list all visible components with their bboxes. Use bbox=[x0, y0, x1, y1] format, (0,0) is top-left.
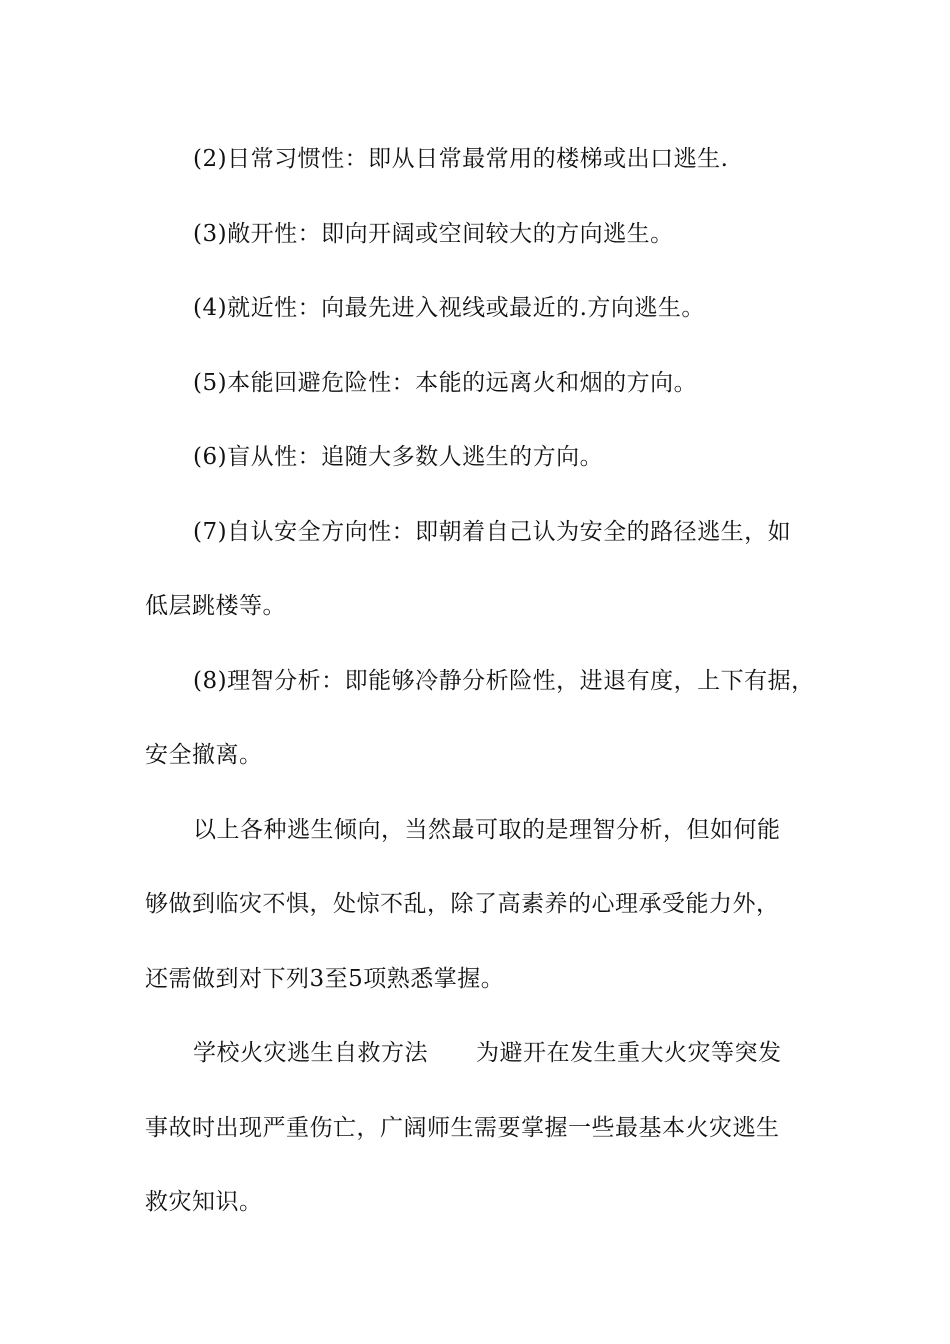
paragraph-line: (3)敞开性：即向开阔或空间较大的方向逃生。 bbox=[193, 220, 674, 247]
paragraph-line: (5)本能回避危险性：本能的远离火和烟的方向。 bbox=[193, 369, 698, 396]
paragraph-escape-openness bbox=[145, 197, 810, 272]
paragraph-line: (6)盲从性：追随大多数人逃生的方向。 bbox=[193, 444, 604, 470]
paragraph-escape-herd bbox=[145, 420, 810, 495]
paragraph-line: 以上各种逃生倾向，当然最可取的是理智分析，但如何能 bbox=[193, 816, 781, 843]
paragraph-line: (2)日常习惯性：即从日常最常用的楼梯或出口逃生. bbox=[193, 146, 729, 172]
document-body bbox=[145, 122, 815, 1240]
paragraph-escape-habit bbox=[145, 122, 810, 197]
paragraph-line: 够做到临灾不惧，处惊不乱，除了高素养的心理承受能力外， bbox=[145, 891, 780, 917]
section-heading: 学校火灾逃生自救方法 bbox=[193, 1040, 428, 1066]
paragraph-line: 安全撤离。 bbox=[145, 742, 263, 768]
paragraph-line: (7)自认安全方向性：即朝着自己认为安全的路径逃生，如 bbox=[193, 518, 792, 545]
paragraph-text: 为避开在发生重大火灾等突发 bbox=[476, 1040, 782, 1066]
paragraph-escape-rational bbox=[145, 644, 815, 793]
paragraph-escape-instinct bbox=[145, 346, 810, 421]
paragraph-line: 事故时出现严重伤亡，广阔师生需要掌握一些最基本火灾逃生 bbox=[145, 1114, 780, 1141]
paragraph-line: (8)理智分析：即能够冷静分析险性，进退有度，上下有据， bbox=[193, 667, 815, 694]
paragraph-escape-proximity bbox=[145, 271, 810, 346]
paragraph-escape-self-safe bbox=[145, 495, 810, 644]
paragraph-line: 还需做到对下列3至5项熟悉掌握。 bbox=[145, 965, 505, 992]
paragraph-school-fire-escape bbox=[145, 1016, 810, 1240]
paragraph-line: (4)就近性：向最先进入视线或最近的.方向逃生。 bbox=[193, 295, 705, 321]
paragraph-summary bbox=[145, 793, 810, 1017]
paragraph-line: 低层跳楼等。 bbox=[145, 593, 286, 619]
paragraph-line: 救灾知识。 bbox=[145, 1189, 263, 1215]
paragraph-line-with-heading bbox=[145, 1016, 810, 1091]
